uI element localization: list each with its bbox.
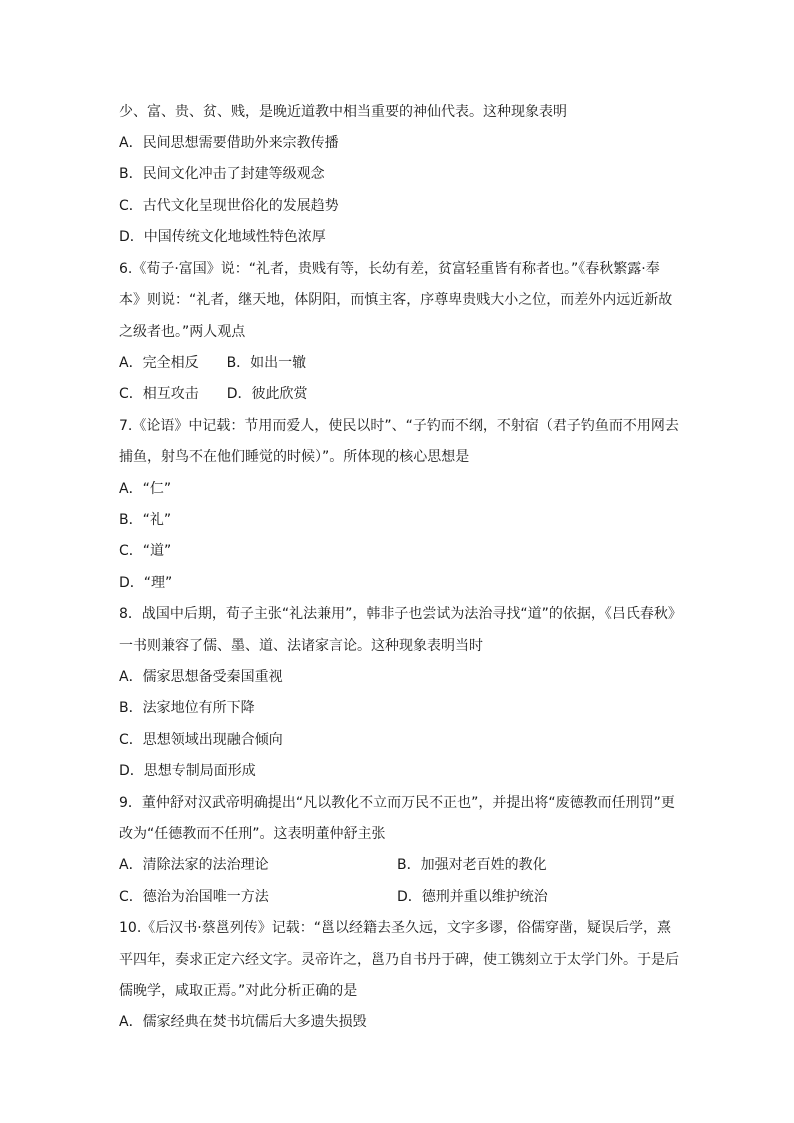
q6-stem-line-1: 6.《荀子·富国》说：“礼者，贵贱有等，长幼有差，贫富轻重皆有称者也。”《春秋繁露·奉 <box>119 261 660 277</box>
q10-stem-line-1: 10.《后汉书·蔡邕列传》记载：“邕以经籍去圣久远，文字多谬，俗儒穿凿，疑误后学，熹 <box>119 920 671 936</box>
q7-option-b: B．“礼” <box>119 512 172 528</box>
q6-stem-line-3: 之级者也。”两人观点 <box>119 324 246 340</box>
q7-stem-line-1: 7.《论语》中记载：节用而爱人，使民以时”、“子钓而不纲，不射宿（君子钓鱼而不用网去 <box>119 418 679 434</box>
q7-stem-line-2: 捕鱼，射鸟不在他们睡觉的时候）”。所体现的核心思想是 <box>119 449 470 465</box>
q5-option-d: D．中国传统文化地域性特色浓厚 <box>119 229 326 245</box>
q8-option-b: B．法家地位有所下降 <box>119 700 255 716</box>
q5-stem-tail: 少、富、贵、贫、贱，是晚近道教中相当重要的神仙代表。这种现象表明 <box>119 104 567 120</box>
q7-option-d: D．“理” <box>119 575 173 591</box>
q7-option-a: A．“仁” <box>119 481 172 497</box>
q5-option-c: C．古代文化呈现世俗化的发展趋势 <box>119 198 339 214</box>
q8-option-d: D．思想专制局面形成 <box>119 763 256 779</box>
q6-options-ab: A．完全相反 B．如出一辙 <box>119 355 307 371</box>
q7-option-c: C．“道” <box>119 543 172 559</box>
q8-option-c: C．思想领域出现融合倾向 <box>119 732 283 748</box>
q6-options-cd: C．相互攻击 D．彼此欣赏 <box>119 386 308 402</box>
q10-stem-line-3: 儒晚学，咸取正焉。”对此分析正确的是 <box>119 983 358 999</box>
q9-option-c: C．德治为治国唯一方法 <box>119 889 269 905</box>
q9-stem-line-2: 改为“任德教而不任刑”。这表明董仲舒主张 <box>119 826 386 842</box>
q8-stem-line-1: 8．战国中后期，荀子主张“礼法兼用”，韩非子也尝试为法治寻找“道”的依据，《吕氏春秋》 <box>119 606 682 622</box>
q6-stem-line-2: 本》则说：“礼者，继天地，体阴阳，而慎主客，序尊卑贵贱大小之位，而差外内远近新故 <box>119 292 673 308</box>
q9-option-a: A．清除法家的法治理论 <box>119 857 269 873</box>
q5-option-a: A．民间思想需要借助外来宗教传播 <box>119 135 339 151</box>
q8-option-a: A．儒家思想备受秦国重视 <box>119 669 283 685</box>
q9-option-d: D．德刑并重以维护统治 <box>397 889 548 905</box>
q9-option-b: B．加强对老百姓的教化 <box>397 857 547 873</box>
q9-stem-line-1: 9．董仲舒对汉武帝明确提出“凡以教化不立而万民不正也”，并提出将“废德教而任刑罚”更 <box>119 795 675 811</box>
q8-stem-line-2: 一书则兼容了儒、墨、道、法诸家言论。这种现象表明当时 <box>119 638 483 654</box>
q10-stem-line-2: 平四年，奏求正定六经文字。灵帝许之，邕乃自书丹于碑，使工镌刻立于太学门外。于是后 <box>119 952 679 968</box>
q10-option-a: A．儒家经典在焚书坑儒后大多遗失损毁 <box>119 1014 367 1030</box>
q5-option-b: B．民间文化冲击了封建等级观念 <box>119 166 325 182</box>
